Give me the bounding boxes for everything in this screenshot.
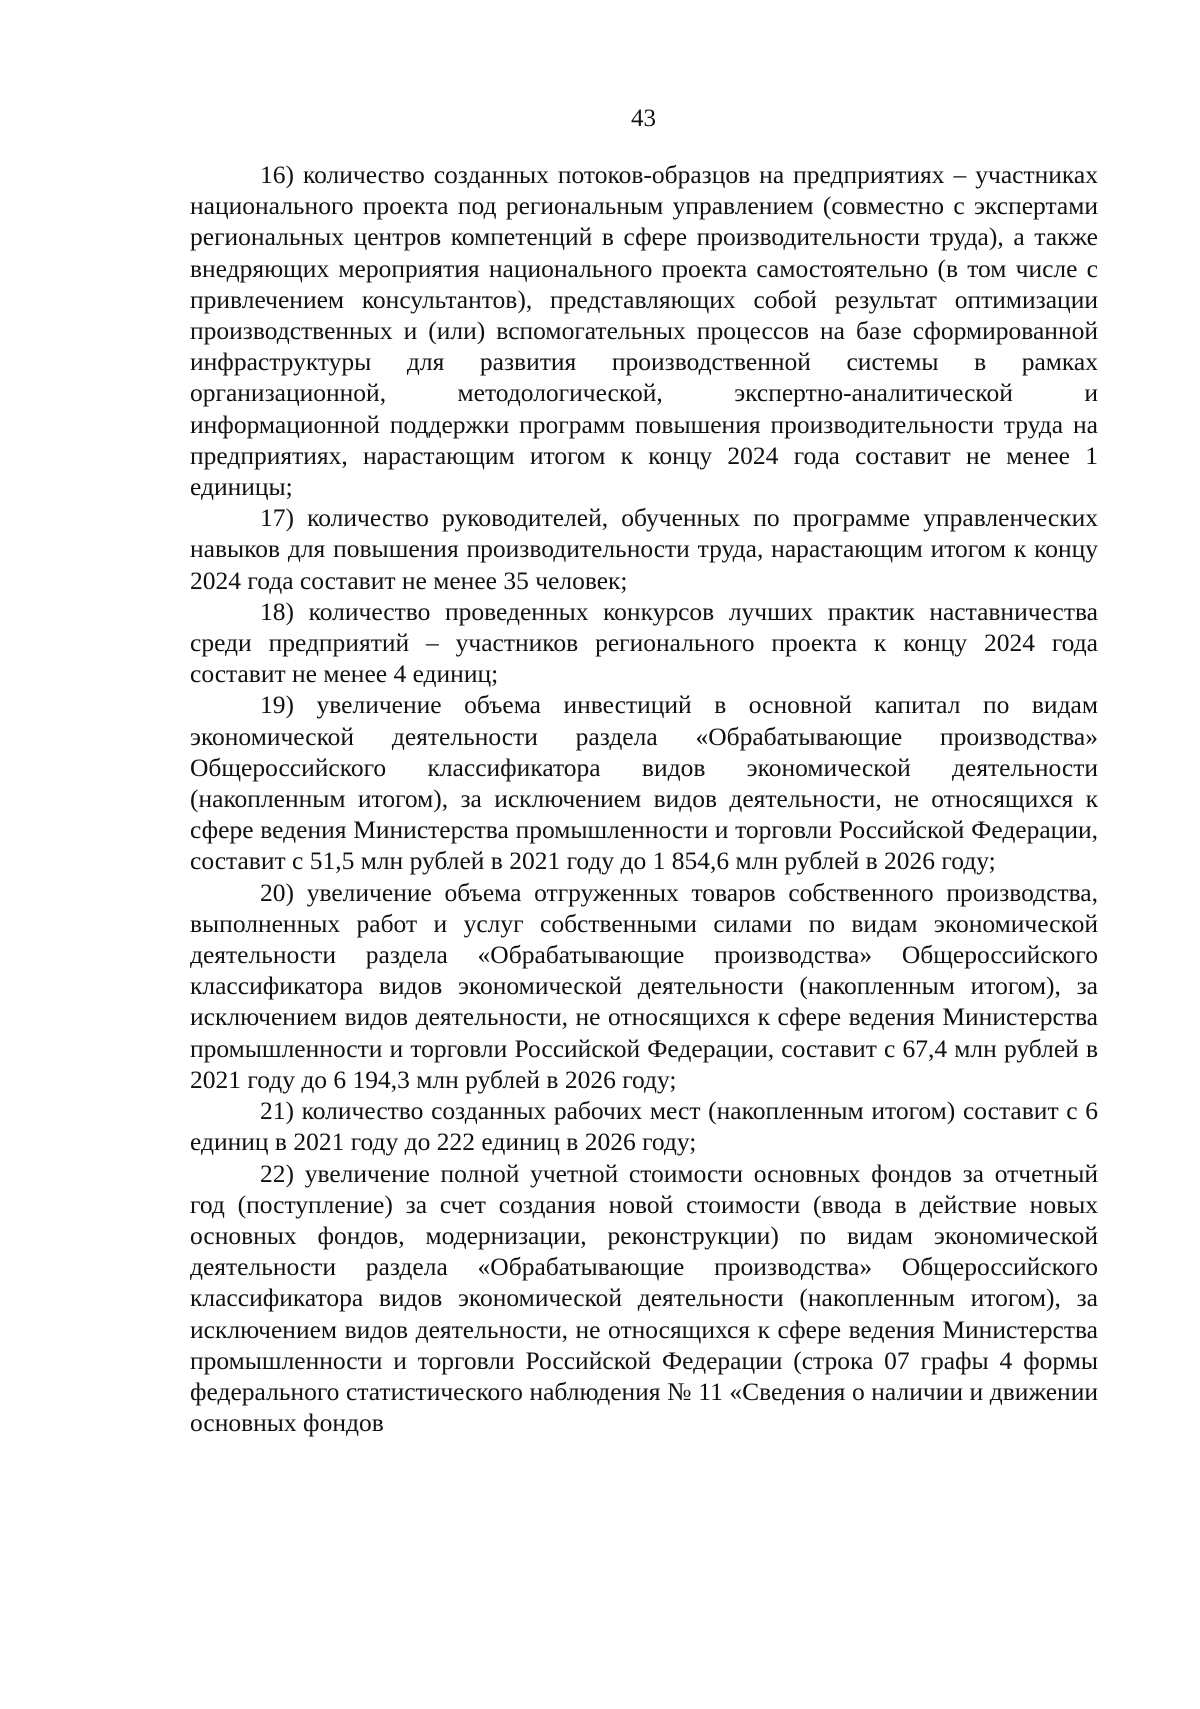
page-number: 43 [631, 105, 656, 132]
paragraph-19: 19) увеличение объема инвестиций в основной капитал по видам экономической деятельности раздела «Обрабатывающие производства» Общероссийского классификатора видов экономической деятельности (накопленным итогом), за исключением видов деятельности, не относящихся к сфере ведения Министерства промышленности и торговли Российской Федерации, составит с 51,5 млн рублей в 2021 году до 1 854,6 млн рублей в 2026 году; [190, 690, 1098, 876]
paragraph-17: 17) количество руководителей, обученных по программе управленческих навыков для повышения производительности труда, нарастающим итогом к концу 2024 года составит не менее 35 человек; [190, 503, 1098, 595]
paragraph-21: 21) количество созданных рабочих мест (накопленным итогом) составит с 6 единиц в 2021 году до 222 единиц в 2026 году; [190, 1096, 1098, 1157]
paragraph-22: 22) увеличение полной учетной стоимости основных фондов за отчетный год (поступление) за счет создания новой стоимости (ввода в действие новых основных фондов, модернизации, реконструкции) по видам экономической деятельности раздела «Обрабатывающие производства» Общероссийского классификатора видов экономической деятельности (накопленным итогом), за исключением видов деятельности, не относящихся к сфере ведения Министерства промышленности и торговли Российской Федерации (строка 07 графы 4 формы федерального статистического наблюдения № 11 «Сведения о наличии и движении основных фондов [190, 1158, 1098, 1438]
document-body [190, 159, 1098, 1438]
paragraph-20: 20) увеличение объема отгруженных товаров собственного производства, выполненных работ и услуг собственными силами по видам экономической деятельности раздела «Обрабатывающие производства» Общероссийского классификатора видов экономической деятельности (накопленным итогом), за исключением видов деятельности, не относящихся к сфере ведения Министерства промышленности и торговли Российской Федерации, составит с 67,4 млн рублей в 2021 году до 6 194,3 млн рублей в 2026 году; [190, 877, 1098, 1094]
paragraph-16: 16) количество созданных потоков-образцов на предприятиях – участниках национального проекта под региональным управлением (совместно с экспертами региональных центров компетенций в сфере производительности труда), а также внедряющих мероприятия национального проекта самостоятельно (в том числе с привлечением консультантов), представляющих собой результат оптимизации производственных и (или) вспомогательных процессов на базе сформированной инфраструктуры для развития производственной системы в рамках организационной, методологической, экспертно-аналитической и информационной поддержки программ повышения производительности труда на предприятиях, нарастающим итогом к концу 2024 года составит не менее 1 единицы; [190, 160, 1098, 502]
paragraph-18: 18) количество проведенных конкурсов лучших практик наставничества среди предприятий – участников регионального проекта к концу 2024 года составит не менее 4 единиц; [190, 596, 1098, 689]
